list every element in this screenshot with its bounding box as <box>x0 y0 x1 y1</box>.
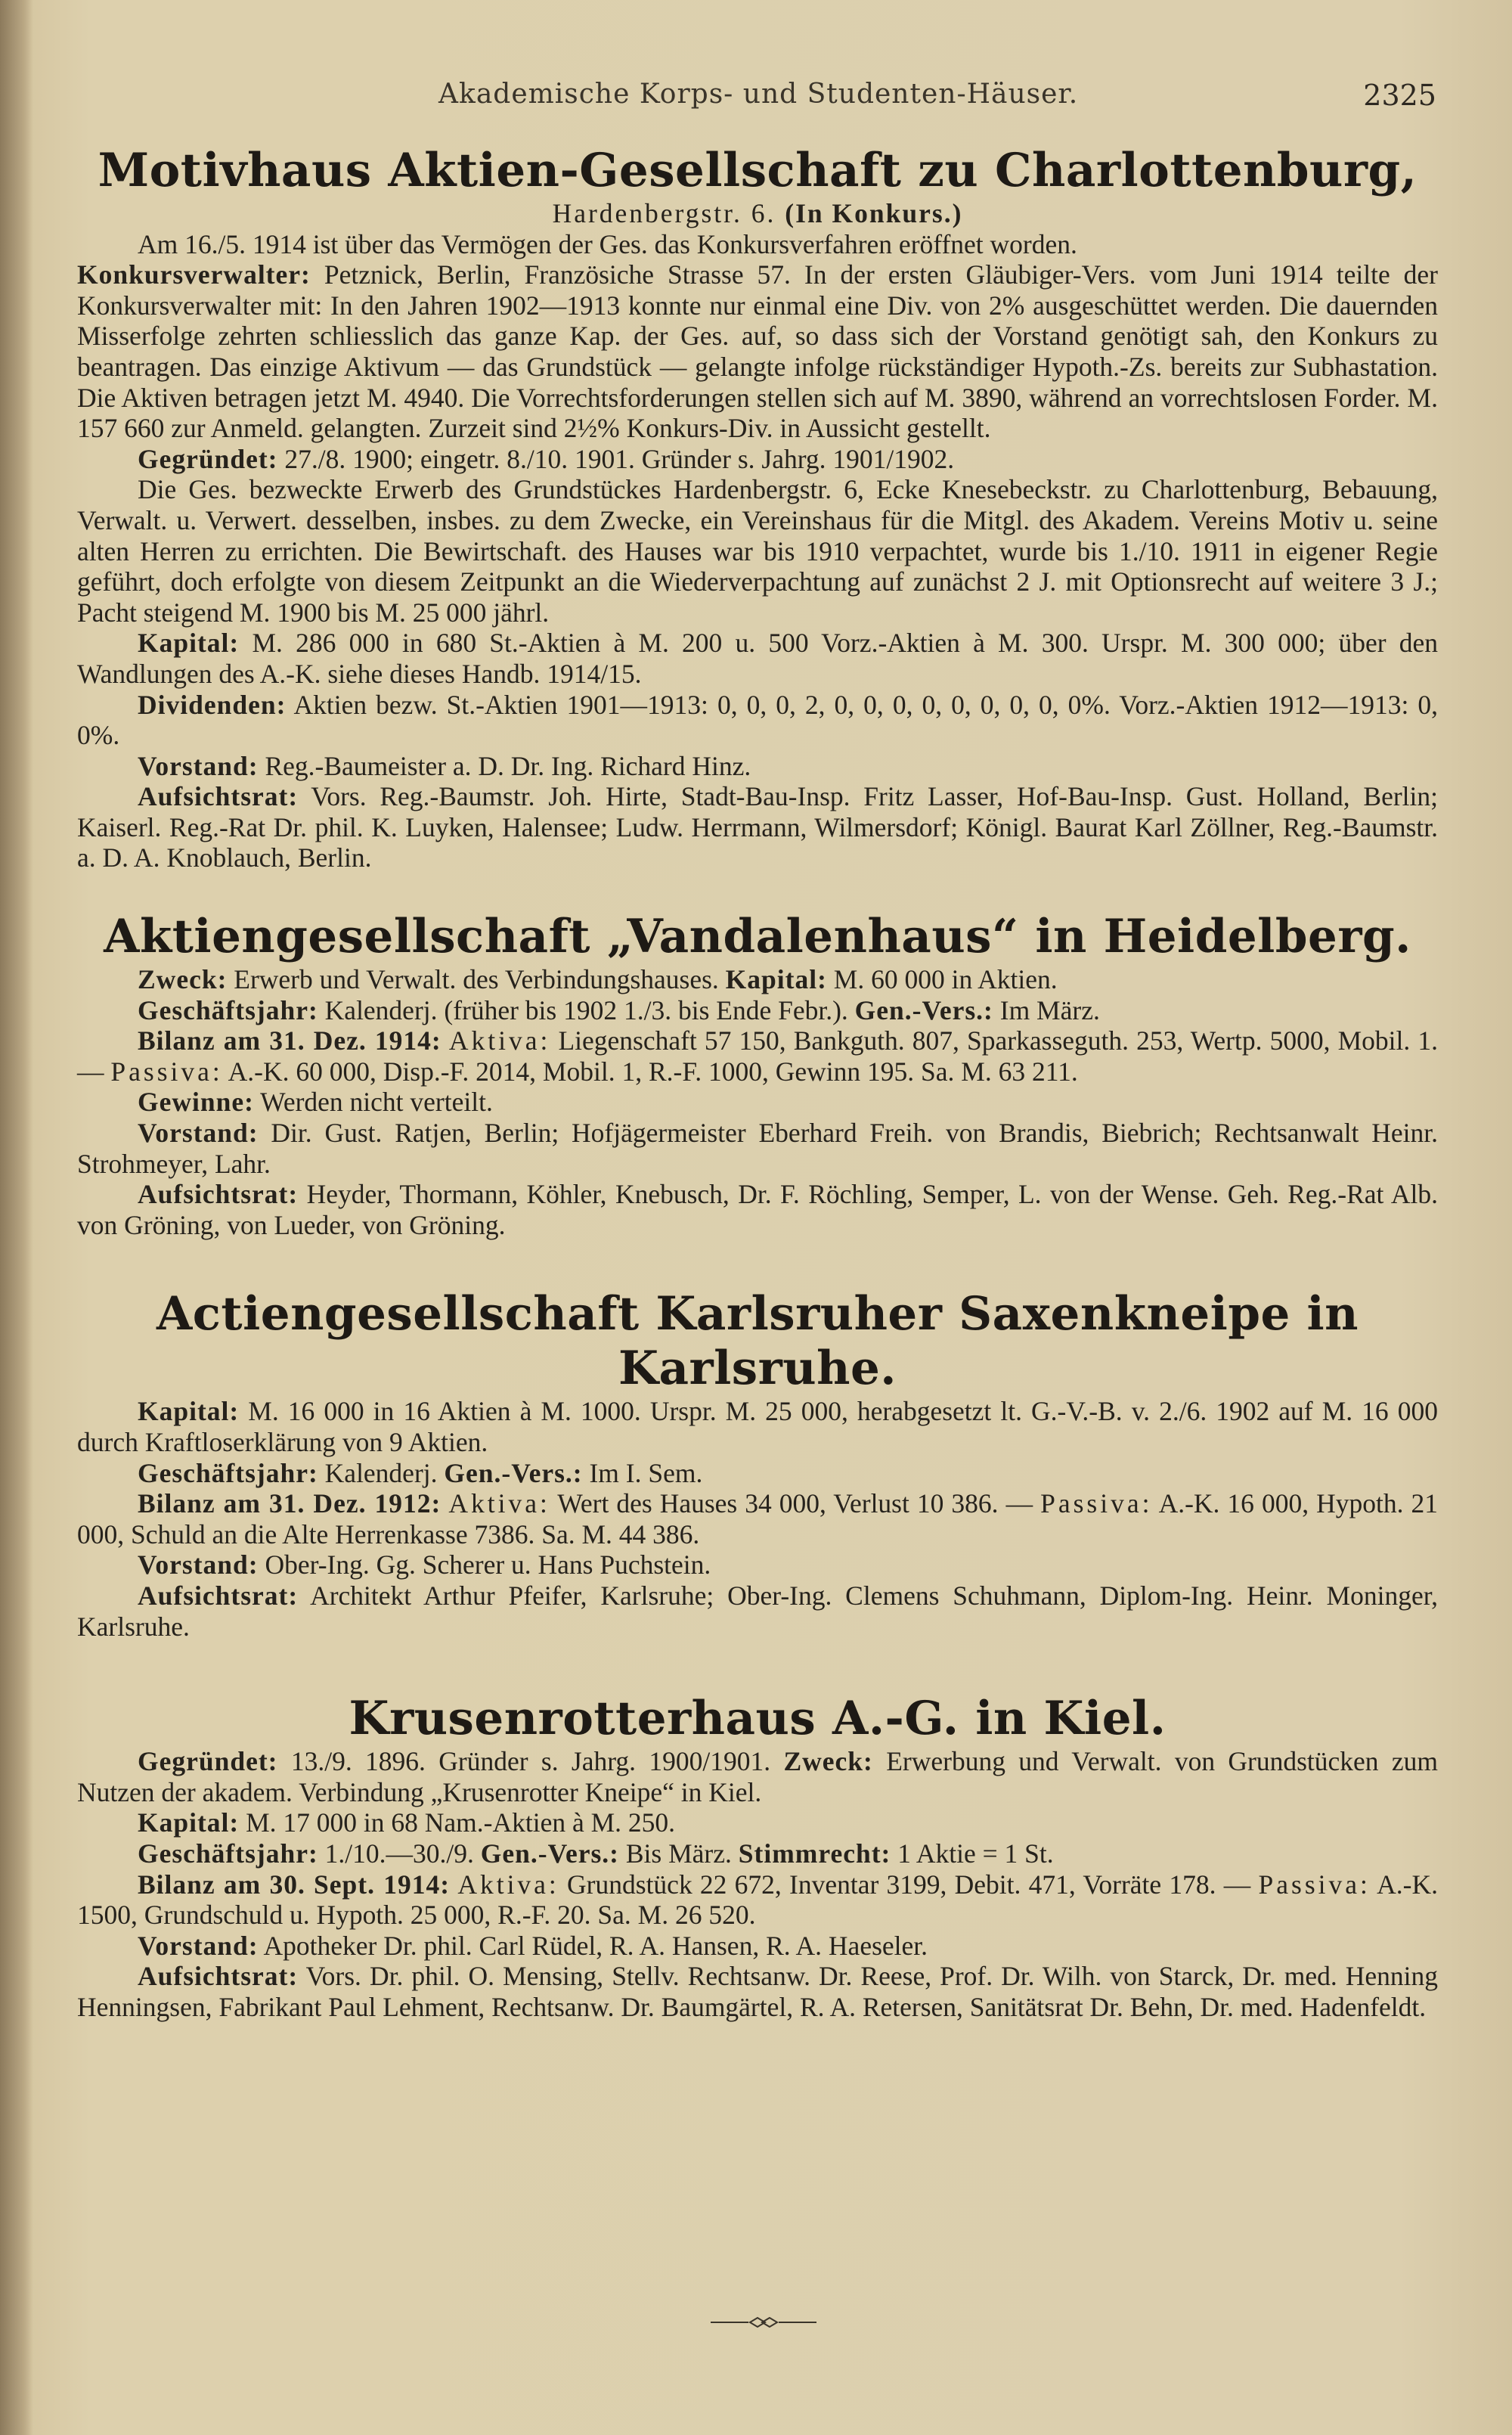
field-label: Geschäftsjahr: <box>138 1457 318 1488</box>
field-label: Bilanz am 31. Dez. 1912: <box>138 1488 442 1519</box>
entry-krusenrotterhaus <box>77 1692 1438 2022</box>
entry-title: Motivhaus Aktien-Gesellschaft zu Charlottenburg, <box>98 144 1418 197</box>
paragraph <box>77 995 1438 1026</box>
field-label: Stimmrecht: <box>738 1838 891 1869</box>
field-text: Vors. Dr. phil. O. Mensing, Stellv. Rechtsanw. Dr. Reese, Prof. Dr. Wilh. von Starck, Dr. med. Henning Henningsen, Fabrikant Paul Lehment, Rechtsanw. Dr. Baumgärtel, R. A. Retersen, Sanitätsrat Dr. Behn, Dr. med. Hadenfeldt. <box>77 1961 1438 2022</box>
field-label: Bilanz am 31. Dez. 1914: <box>138 1025 442 1056</box>
ornamental-divider-icon <box>711 2316 816 2329</box>
field-text: Im März. <box>999 994 1100 1025</box>
paragraph <box>77 781 1438 873</box>
field-text: A.-K. 1500, Grundschuld u. Hypoth. 25 000, R.-F. 20. Sa. M. 26 520. <box>77 1869 1439 1931</box>
page-number: 2325 <box>1363 79 1436 112</box>
field-label: Vorstand: <box>138 1549 259 1580</box>
paragraph <box>77 1118 1438 1179</box>
entry-title: Aktiengesellschaft „Vandalenhaus“ in Heidelberg. <box>104 910 1411 964</box>
field-label: Konkursverwalter: <box>77 259 311 290</box>
entry-subtitle <box>77 198 1438 229</box>
paragraph <box>77 1458 1438 1489</box>
entry-title: Krusenrotterhaus A.-G. in Kiel. <box>349 1692 1167 1746</box>
paragraph <box>77 964 1438 995</box>
field-text: Erwerbung und Verwalt. von Grundstücken zum Nutzen der akadem. Verbindung „Krusenrotter Kneipe“ in Kiel. <box>77 1746 1439 1807</box>
field-text: M. 60 000 in Aktien. <box>833 964 1058 995</box>
field-label: Aufsichtsrat: <box>138 1961 299 1992</box>
paragraph <box>77 1396 1438 1457</box>
paragraph <box>77 1549 1438 1580</box>
field-text: Grundstück 22 672, Inventar 3199, Debit. 471, Vorräte 178. — <box>567 1869 1251 1900</box>
paragraph <box>77 690 1438 751</box>
field-label: Gegründet: <box>138 443 278 474</box>
field-label: Gen.-Vers.: <box>480 1838 619 1869</box>
field-text: 27./8. 1900; eingetr. 8./10. 1901. Gründer s. Jahrg. 1901/1902. <box>284 443 955 474</box>
balance-label: Aktiva: <box>457 1869 559 1900</box>
field-text: Liegenschaft 57 150, Bankguth. 807, Sparkasseguth. 253, Wertp. 5000, Mobil. 1. — <box>77 1025 1438 1087</box>
field-label: Gen.-Vers.: <box>854 994 993 1025</box>
field-label: Vorstand: <box>138 1118 259 1149</box>
field-label: Geschäftsjahr: <box>138 994 318 1025</box>
field-text: M. 286 000 in 680 St.-Aktien à M. 200 u. 500 Vorz.-Aktien à M. 300. Urspr. M. 300 000; über den Wandlungen des A.-K. siehe dieses Handb. 1914/15. <box>77 628 1438 689</box>
field-text: 1./10.—30./9. <box>324 1838 474 1869</box>
paragraph <box>77 1931 1438 1962</box>
paragraph <box>77 1807 1438 1838</box>
field-label: Kapital: <box>138 1807 240 1838</box>
running-title: Akademische Korps- und Studenten-Häuser. <box>438 79 1079 110</box>
field-label: Vorstand: <box>138 1930 259 1961</box>
field-text: 13./9. 1896. Gründer s. Jahrg. 1900/1901. <box>290 1746 771 1777</box>
paragraph <box>77 1869 1438 1931</box>
field-text: A.-K. 16 000, Hypoth. 21 000, Schuld an die Alte Herrenkasse 7386. Sa. M. 44 386. <box>77 1488 1439 1549</box>
field-label: Aufsichtsrat: <box>138 1179 299 1210</box>
balance-label: Aktiva: <box>448 1025 551 1056</box>
field-text: Wert des Hauses 34 000, Verlust 10 386. — <box>557 1488 1033 1519</box>
entry-status: (In Konkurs.) <box>785 198 963 228</box>
entry-motivhaus <box>77 144 1438 873</box>
field-label: Gewinne: <box>138 1087 254 1118</box>
field-text: Ober-Ing. Gg. Scherer u. Hans Puchstein. <box>265 1549 711 1580</box>
balance-label: Aktiva: <box>448 1488 550 1519</box>
balance-label: Passiva: <box>110 1056 223 1087</box>
paragraph <box>77 1025 1438 1087</box>
entry-title: Actiengesellschaft Karlsruher Saxenkneipe in Karlsruhe. <box>156 1287 1359 1396</box>
field-label: Zweck: <box>138 964 228 995</box>
field-label: Geschäftsjahr: <box>138 1838 318 1869</box>
entry-vandalenhaus <box>77 910 1438 1240</box>
field-text: Bis März. <box>625 1838 732 1869</box>
field-text: Petznick, Berlin, Französiche Strasse 57. In der ersten Gläubiger-Vers. vom Juni 1914 teilte der Konkursverwalter mit: In den Jahren 1902—1913 konnte nur einmal eine Div. von 2% ausgeschüttet werden. Die dauernden Misserfolge zehrten schliesslich das ganze Kap. der Ges. auf, so dass sich der Vorstand genötigt sah, den Konkurs zu beantragen. Das einzige Aktivum — das Grundstück — gelangte infolge rückständiger Hypoth.-Zs. bereits zur Subhastation. Die Aktiven betragen jetzt M. 4940. Die Vorrechtsforderungen stellen sich auf M. 3890, während an vorrechtslosen Forder. M. 157 660 zur Anmeld. gelangten. Zurzeit sind 2½% Konkurs-Div. in Aussicht gestellt. <box>77 259 1439 444</box>
entry-saxenkneipe <box>77 1287 1438 1642</box>
page-header <box>76 73 1452 118</box>
paragraph: Am 16./5. 1914 ist über das Vermögen der Ges. das Konkursverfahren eröffnet worden. <box>138 228 1077 259</box>
field-label: Aufsichtsrat: <box>138 781 299 812</box>
field-label: Aufsichtsrat: <box>138 1580 299 1611</box>
field-label: Gen.-Vers.: <box>444 1457 583 1488</box>
book-spine-shadow <box>0 0 33 2435</box>
paragraph <box>77 1961 1438 2022</box>
field-text: Vors. Reg.-Baumstr. Joh. Hirte, Stadt-Bau-Insp. Fritz Lasser, Hof-Bau-Insp. Gust. Holland, Berlin; Kaiserl. Reg.-Rat Dr. phil. K. Luyken, Halensee; Ludw. Herrmann, Wilmersdorf; Königl. Baurat Karl Zöllner, Reg.-Baumstr. a. D. A. Knoblauch, Berlin. <box>77 781 1438 873</box>
field-text: Apotheker Dr. phil. Carl Rüdel, R. A. Hansen, R. A. Haeseler. <box>263 1930 928 1961</box>
field-label: Dividenden: <box>138 689 287 720</box>
field-text: Werden nicht verteilt. <box>260 1087 493 1118</box>
field-label: Kapital: <box>725 964 827 995</box>
paragraph <box>77 1580 1438 1642</box>
paragraph <box>77 1488 1438 1549</box>
page-content <box>77 144 1438 2023</box>
paragraph <box>77 751 1438 782</box>
field-label: Kapital: <box>138 1396 240 1427</box>
field-text: Im I. Sem. <box>589 1457 703 1488</box>
paragraph <box>77 1746 1438 1807</box>
field-text: Architekt Arthur Pfeifer, Karlsruhe; Ober-Ing. Clemens Schuhmann, Diplom-Ing. Heinr. Moninger, Karlsruhe. <box>77 1580 1438 1642</box>
field-text: Dir. Gust. Ratjen, Berlin; Hofjägermeister Eberhard Freih. von Brandis, Biebrich; Rechtsanwalt Heinr. Strohmeyer, Lahr. <box>77 1118 1438 1179</box>
field-label: Kapital: <box>138 628 240 659</box>
paragraph: Die Ges. bezweckte Erwerb des Grundstückes Hardenbergstr. 6, Ecke Knesebeckstr. zu Charlottenburg, Bebauung, Verwalt. u. Verwert. desselben, insbes. zu dem Zwecke, ein Vereinshaus für die Mitgl. des Akadem. Vereins Motiv u. seine alten Herren zu errichten. Die Bewirtschaft. des Hauses war bis 1910 verpachtet, wurde bis 1./10. 1911 in eigener Regie geführt, doch erfolgte von diesem Zeitpunkt an die Wiederverpachtung auf zunächst 2 J. mit Optionsrecht auf weitere 3 J.; Pacht steigend M. 1900 bis M. 25 000 jährl. <box>77 474 1438 628</box>
entry-address: Hardenbergstr. 6. <box>552 198 776 228</box>
balance-label: Passiva: <box>1040 1488 1153 1519</box>
field-label: Zweck: <box>783 1746 873 1777</box>
field-text: A.-K. 60 000, Disp.-F. 2014, Mobil. 1, R.-F. 1000, Gewinn 195. Sa. M. 63 211. <box>228 1056 1078 1087</box>
balance-label: Passiva: <box>1258 1869 1371 1900</box>
field-text: Kalenderj. <box>324 1457 438 1488</box>
field-text: Erwerb und Verwalt. des Verbindungshauses. <box>234 964 719 995</box>
paragraph <box>77 628 1438 689</box>
field-text: M. 16 000 in 16 Aktien à M. 1000. Urspr. M. 25 000, herabgesetzt lt. G.-V.-B. v. 2./6. 1902 auf M. 16 000 durch Kraftloserklärung von 9 Aktien. <box>77 1396 1438 1457</box>
field-label: Gegründet: <box>138 1746 278 1777</box>
field-text: Reg.-Baumeister a. D. Dr. Ing. Richard Hinz. <box>265 750 751 781</box>
field-text: Heyder, Thormann, Köhler, Knebusch, Dr. F. Röchling, Semper, L. von der Wense. Geh. Reg.-Rat Alb. von Gröning, von Lueder, von Gröning. <box>77 1179 1439 1240</box>
field-text: Aktien bezw. St.-Aktien 1901—1913: 0, 0, 0, 2, 0, 0, 0, 0, 0, 0, 0, 0, 0%. Vorz.-Aktien 1912—1913: 0, 0%. <box>77 689 1438 751</box>
field-label: Bilanz am 30. Sept. 1914: <box>138 1869 451 1900</box>
field-label: Vorstand: <box>138 750 259 781</box>
field-text: Kalenderj. (früher bis 1902 1./3. bis Ende Febr.). <box>324 994 848 1025</box>
paragraph <box>77 1087 1438 1118</box>
paragraph <box>77 259 1438 444</box>
field-text: 1 Aktie = 1 St. <box>897 1838 1054 1869</box>
paragraph <box>77 1838 1438 1869</box>
paragraph <box>77 1179 1438 1240</box>
field-text: M. 17 000 in 68 Nam.-Aktien à M. 250. <box>246 1807 676 1838</box>
paragraph <box>77 444 1438 475</box>
